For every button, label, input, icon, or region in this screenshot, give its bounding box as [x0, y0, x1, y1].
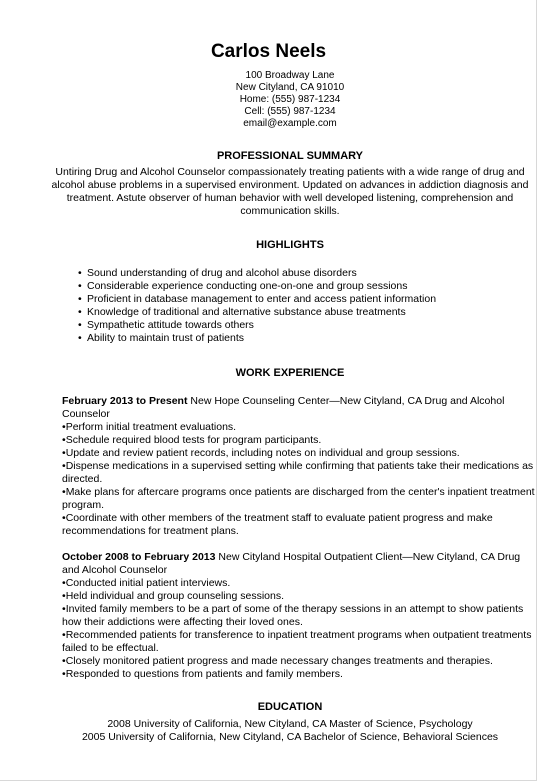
cell-phone: Cell: (555) 987-1234	[244, 106, 336, 117]
highlight-item: • Proficient in database management to enter and access patient information	[78, 293, 518, 306]
education-entry: 2008 University of California, New Cityland, CA Master of Science, Psychology	[107, 718, 473, 730]
job-header	[62, 395, 537, 421]
job-bullet: • Make plans for aftercare programs once patients are discharged from the center's inpatient treatment program.	[62, 486, 537, 512]
job-bullet: • Perform initial treatment evaluations.	[62, 421, 537, 434]
job-bullet: • Dispense medications in a supervised setting while confirming that patients take their medications as directed.	[62, 460, 537, 486]
summary-text: Untiring Drug and Alcohol Counselor compassionately treating patients with a wide range of drug and alcohol abuse problems in a supervised environment. Updated on advances in addiction diagnosis and treatment. Astute observer of human behavior with well developed listening, comprehension and communication skills.	[51, 166, 529, 217]
address-line-1: 100 Broadway Lane	[245, 70, 335, 81]
job-bullet: • Coordinate with other members of the treatment staff to evaluate patient progress and make recommendations for treatment plans.	[62, 512, 537, 538]
highlight-item: • Ability to maintain trust of patients	[78, 332, 518, 345]
highlight-item: • Sympathetic attitude towards others	[78, 319, 518, 332]
job-dates: February 2013 to Present	[62, 395, 188, 407]
education-block	[0, 718, 537, 744]
highlight-item: • Sound understanding of drug and alcohol abuse disorders	[78, 267, 518, 280]
job-entry	[62, 551, 537, 681]
candidate-name: Carlos Neels	[210, 41, 327, 62]
job-bullet: • Update and review patient records, including notes on individual and group sessions.	[62, 447, 537, 460]
job-dates: October 2008 to February 2013	[62, 551, 216, 563]
experience-heading: WORK EXPERIENCE	[235, 367, 345, 379]
contact-block	[0, 70, 537, 130]
job-header	[62, 551, 537, 577]
highlights-list	[78, 267, 518, 345]
highlight-item: • Knowledge of traditional and alternative substance abuse treatments	[78, 306, 518, 319]
email: email@example.com	[243, 118, 337, 129]
highlight-item: • Considerable experience conducting one-on-one and group sessions	[78, 280, 518, 293]
job-bullet: • Invited family members to be a part of some of the therapy sessions in an attempt to show patients how their addictions were affecting their loved ones.	[62, 603, 537, 629]
job-bullet: • Held individual and group counseling sessions.	[62, 590, 537, 603]
address-line-2: New Cityland, CA 91010	[235, 82, 345, 93]
job-bullet: • Conducted initial patient interviews.	[62, 577, 537, 590]
education-entry: 2005 University of California, New Cityland, CA Bachelor of Science, Behavioral Sciences	[81, 731, 499, 743]
home-phone: Home: (555) 987-1234	[239, 94, 341, 105]
highlights-heading: HIGHLIGHTS	[256, 239, 324, 251]
job-entry	[62, 395, 537, 538]
job-bullet: • Responded to questions from patients and family members.	[62, 668, 537, 681]
job-bullet: • Closely monitored patient progress and made necessary changes treatments and therapies.	[62, 655, 537, 668]
summary-heading: PROFESSIONAL SUMMARY	[216, 150, 364, 162]
job-bullet: • Schedule required blood tests for program participants.	[62, 434, 537, 447]
job-details: New Hope Counseling Center—New Cityland, CA Drug and Alcohol Counselor	[62, 395, 505, 420]
education-heading: EDUCATION	[257, 701, 323, 713]
job-details: New Cityland Hospital Outpatient Client—New Cityland, CA Drug and Alcohol Counselor	[62, 551, 521, 576]
job-bullet: • Recommended patients for transference to inpatient treatment programs when outpatient treatments failed to be effectual.	[62, 629, 537, 655]
